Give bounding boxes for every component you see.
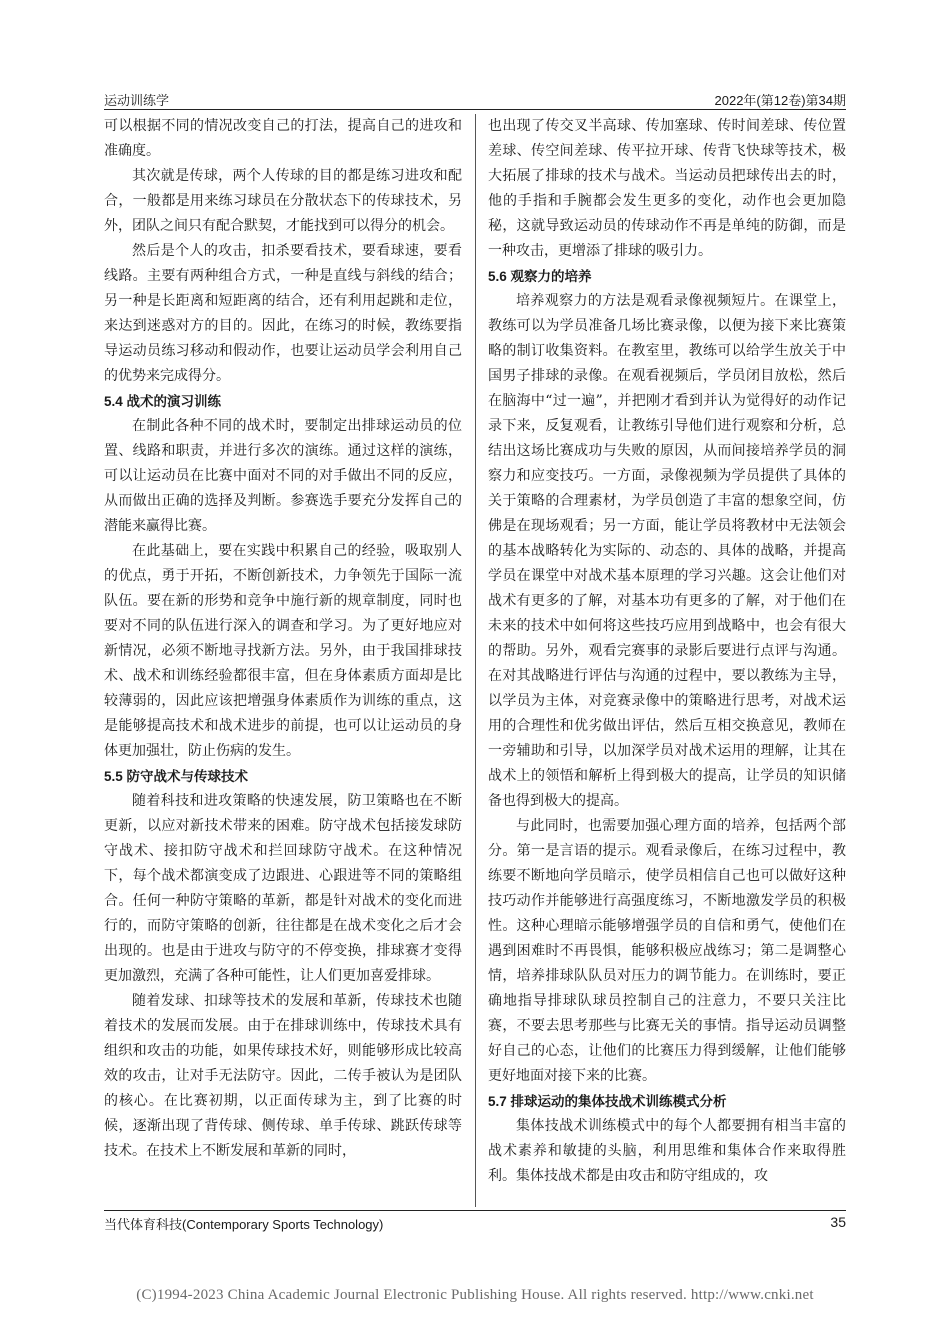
page-number: 35 [830,1214,846,1230]
body-paragraph: 其次就是传球，两个人传球的目的都是练习进攻和配合，一般都是用来练习球员在分散状态下的传球技术，另外，团队之间只有配合默契，才能找到可以得分的机会。 [104,168,462,234]
body-paragraph: 随着科技和进攻策略的快速发展，防卫策略也在不断更新，以应对新技术带来的困难。防守战术包括接发球防守战术、接扣防守战术和拦回球防守战术。在这种情况下，每个战术都演变成了边跟进、心跟进等不同的策略组合。任何一种防守策略的革新，都是针对战术的变化而进行的，而防守策略的创新，往往都是在战术变化之后才会出现的。也是由于进攻与防守的不停变换，排球赛才变得更加激烈，充满了各种可能性，让人们更加喜爱排球。 [104,793,462,984]
running-header [104,90,846,110]
body-paragraph: 与此同时，也需要加强心理方面的培养，包括两个部分。第一是言语的提示。观看录像后，在练习过程中，教练要不断地向学员暗示，使学员相信自己也可以做好这种技巧动作并能够进行高强度练习，不断地激发学员的积极性。这种心理暗示能够增强学员的自信和勇气，使他们在遇到困难时不再畏惧，能够积极应战练习；第二是调整心情，培养排球队队员对压力的调节能力。在训练时，要正确地指导排球队球员控制自己的注意力，不要只关注比赛，不要去思考那些与比赛无关的事情。指导运动员调整好自己的心态，让他们的比赛压力得到缓解，让他们能够更好地面对接下来的比赛。 [488,818,846,1084]
body-paragraph: 在制此各种不同的战术时，要制定出排球运动员的位置、线路和职责，并进行多次的演练。通过这样的演练，可以让运动员在比赛中面对不同的对手做出不同的反应，从而做出正确的选择及判断。参赛选手要充分发挥自己的潜能来赢得比赛。 [104,418,462,534]
section-heading: 5.7 排球运动的集体技战术训练模式分析 [488,1094,727,1109]
journal-section-title: 运动训练学 [104,93,170,108]
footer-journal-name: 当代体育科技(Contemporary Sports Technology) [104,1217,384,1232]
column-divider [475,114,476,1207]
body-paragraph: 随着发球、扣球等技术的发展和革新，传球技术也随着技术的发展而发展。由于在排球训练中，传球技术具有组织和攻击的功能，如果传球技术好，则能够形成比较高效的攻击，让对手无法防守。因此，二传手被认为是团队的核心。在比赛初期，以正面传球为主，到了比赛的时候，逐渐出现了背传球、侧传球、单手传球、跳跃传球等技术。在技术上不断发展和革新的同时， [104,993,462,1159]
body-paragraph: 集体技战术训练模式中的每个人都要拥有相当丰富的战术素养和敏捷的头脑，利用思维和集体合作来取得胜利。集体技战术都是由攻击和防守组成的，攻 [488,1118,846,1184]
running-footer [104,1214,846,1236]
section-heading: 5.4 战术的演习训练 [104,394,222,409]
right-column [488,114,846,1189]
footer-rule [104,1210,846,1211]
copyright-notice: (C)1994-2023 China Academic Journal Electronic Publishing House. All rights reserved. http://www.cnki.net [136,1287,814,1303]
body-paragraph: 然后是个人的攻击，扣杀要看技术，要看球速，要看线路。主要有两种组合方式，一种是直线与斜线的结合；另一种是长距离和短距离的结合，还有利用起跳和走位，来达到迷惑对方的目的。因此，在练习的时候，教练要指导运动员练习移动和假动作，也要让运动员学会利用自己的优势来完成得分。 [104,243,462,384]
body-paragraph: 在此基础上，要在实践中积累自己的经验，吸取别人的优点，勇于开拓，不断创新技术，力争领先于国际一流队伍。要在新的形势和竞争中施行新的规章制度，同时也要对不同的队伍进行深入的调查和学习。为了更好地应对新情况，必须不断地寻找新方法。另外，由于我国排球技术、战术和训练经验都很丰富，但在身体素质方面却是比较薄弱的，因此应该把增强身体素质作为训练的重点，这是能够提高技术和战术进步的前提，也可以让运动员的身体更加强壮，防止伤病的发生。 [104,543,462,759]
section-heading: 5.5 防守战术与传球技术 [104,769,249,784]
header-rule [104,109,846,110]
issue-info: 2022年(第12卷)第34期 [714,93,846,108]
body-paragraph: 培养观察力的方法是观看录像视频短片。在课堂上，教练可以为学员准备几场比赛录像，以便为接下来比赛策略的制订收集资料。在教室里，教练可以给学生放关于中国男子排球的录像。在观看视频后，学员闭目放松，然后在脑海中“过一遍”，并把刚才看到并认为觉得好的动作记录下来，反复观看，让教练引导他们进行观察和分析，总结出这场比赛成功与失败的原因，从而间接培养学员的洞察力和应变技巧。一方面，录像视频为学员提供了具体的关于策略的合理素材，为学员创造了丰富的想象空间，仿佛是在现场观看；另一方面，能让学员将教材中无法领会的基本战略转化为实际的、动态的、具体的战略，并提高学员在课堂中对战术基本原理的学习兴趣。这会让他们对战术有更多的了解，对基本功有更多的了解，对于他们在未来的技术中如何将这些技巧应用到战略中，也会有很大的帮助。另外，观看完赛事的录影后要进行点评与沟通。在对其战略进行评估与沟通的过程中，要以教练为主导，以学员为主体，对竞赛录像中的策略进行思考，对战术运用的合理性和优劣做出评估，然后互相交换意见，教师在一旁辅助和引导，以加深学员对战术运用的理解，让其在战术上的领悟和解析上得到极大的提高，让学员的知识储备也得到极大的提高。 [488,293,846,809]
left-column [104,114,462,1164]
body-paragraph: 可以根据不同的情况改变自己的打法，提高自己的进攻和准确度。 [104,118,462,159]
body-paragraph: 也出现了传交叉半高球、传加塞球、传时间差球、传位置差球、传空间差球、传平拉开球、传背飞快球等技术，极大拓展了排球的技术与战术。当运动员把球传出去的时，他的手指和手腕都会发生更多的变化，动作也会更加隐秘，这就导致运动员的传球动作不再是单纯的防御，而是一种攻击，更增添了排球的吸引力。 [488,118,846,259]
section-heading: 5.6 观察力的培养 [488,269,592,284]
